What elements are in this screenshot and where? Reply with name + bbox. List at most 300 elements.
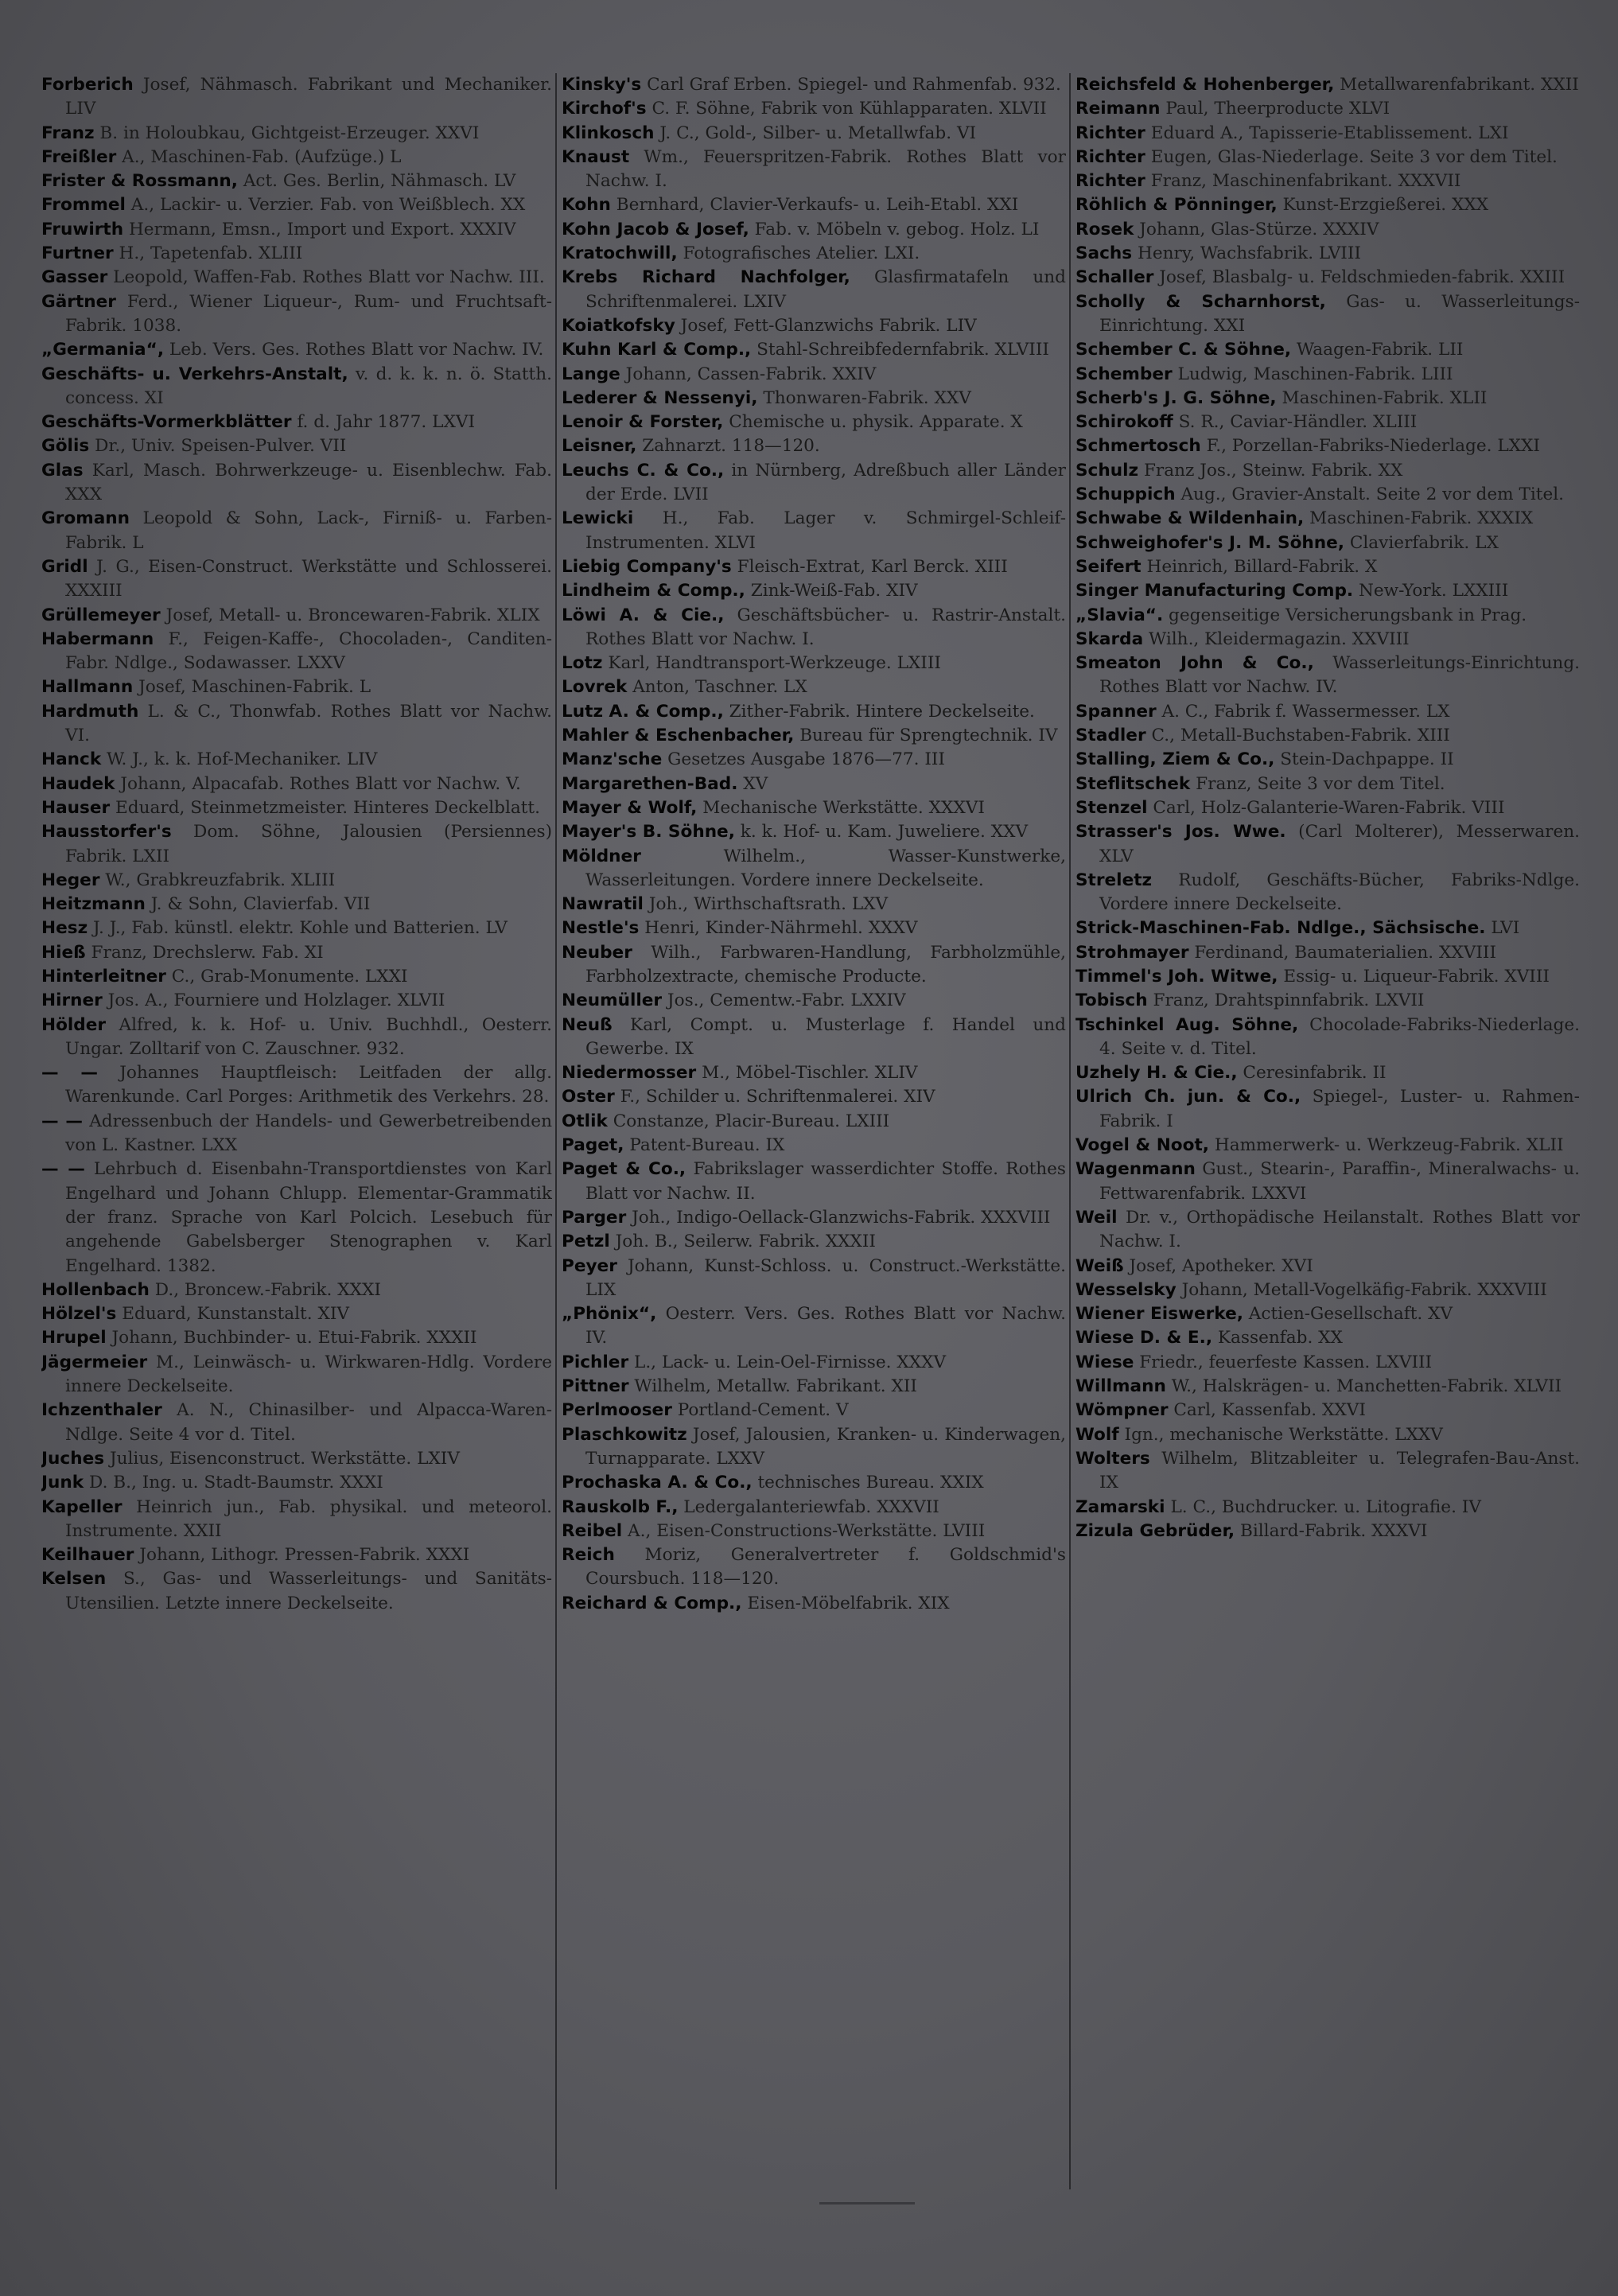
- entry-description: Ferdinand, Baumaterialien. XXVIII: [1188, 942, 1496, 963]
- directory-entry: [562, 1471, 1066, 1495]
- directory-entry: [41, 1278, 552, 1302]
- directory-entry: [562, 218, 1066, 242]
- directory-entry: [41, 146, 552, 169]
- column-3: [1069, 73, 1580, 2189]
- directory-entry: [41, 218, 552, 242]
- entry-description: (Carl Molterer), Messerwaren. XLV: [1099, 822, 1580, 866]
- entry-description: M., Leinwäsch- u. Wirkwaren-Hdlg. Vordere innere Deckelseite.: [65, 1352, 552, 1397]
- entry-name: Oster: [562, 1087, 615, 1107]
- entry-description: Johann, Metall-Vogelkäfig-Fabrik. XXXVIII: [1176, 1279, 1547, 1300]
- entry-name: Plaschkowitz: [562, 1424, 687, 1445]
- entry-name: „Phönix“,: [562, 1304, 657, 1325]
- entry-name: Furtner: [41, 243, 114, 264]
- entry-description: Johann, Alpacafab. Rothes Blatt vor Nachw. V.: [115, 773, 521, 794]
- directory-entry: [1075, 1085, 1580, 1134]
- entry-description: Maschinen-Fabrik. XLII: [1276, 387, 1488, 408]
- entry-name: Richter: [1075, 146, 1145, 167]
- entry-name: Keilhauer: [41, 1545, 134, 1566]
- entry-description: Franz, Drechslerw. Fab. XI: [85, 942, 324, 963]
- entry-description: Patent-Bureau. IX: [624, 1135, 785, 1156]
- entry-description: Thonwaren-Fabrik. XXV: [757, 387, 971, 408]
- entry-name: Heger: [41, 870, 100, 890]
- entry-name: Lutz A. & Comp.,: [562, 701, 724, 722]
- entry-description: Oesterr. Vers. Ges. Rothes Blatt vor Nachw. IV.: [585, 1304, 1066, 1348]
- directory-entry: [41, 193, 552, 217]
- entry-description: Moriz, Generalvertreter f. Goldschmid's Coursbuch. 118—120.: [585, 1545, 1066, 1590]
- directory-entry: [1075, 507, 1580, 531]
- entry-name: Paget,: [562, 1135, 624, 1156]
- entry-name: Lange: [562, 364, 620, 384]
- entry-name: Zamarski: [1075, 1496, 1165, 1517]
- entry-name: Tobisch: [1075, 990, 1148, 1011]
- entry-description: Dom. Söhne, Jalousien (Persiennes) Fabrik. LXII: [65, 822, 552, 866]
- entry-name: Perlmooser: [562, 1400, 672, 1421]
- entry-name: Hanck: [41, 749, 102, 770]
- entry-name: Glas: [41, 460, 84, 481]
- directory-entry: [41, 700, 552, 749]
- entry-name: Kuhn Karl & Comp.,: [562, 340, 752, 360]
- entry-name: Schmertosch: [1075, 436, 1201, 457]
- entry-description: Jos. A., Fourniere und Holzlager. XLVII: [102, 990, 445, 1011]
- entry-name: Ulrich Ch. jun. & Co.,: [1075, 1087, 1301, 1107]
- entry-name: Singer Manufacturing Comp.: [1075, 581, 1354, 601]
- entry-description: A., Eisen-Constructions-Werkstätte. LVIII: [622, 1520, 986, 1541]
- directory-entry: [41, 1471, 552, 1495]
- entry-name: Juches: [41, 1448, 105, 1469]
- entry-description: W., Halskrägen- u. Manchetten-Fabrik. XLVII: [1165, 1376, 1562, 1397]
- directory-entry: [41, 1543, 552, 1567]
- directory-entry: [1075, 363, 1580, 387]
- entry-description: Aug., Gravier-Anstalt. Seite 2 vor dem Titel.: [1175, 484, 1565, 505]
- entry-description: Adressenbuch der Handels- und Gewerbetreibenden von L. Kastner. LXX: [65, 1111, 552, 1156]
- entry-name: Timmel's Joh. Witwe,: [1075, 966, 1278, 987]
- directory-entry: [562, 363, 1066, 387]
- directory-entry: [1075, 1351, 1580, 1375]
- entry-description: L. & C., Thonwfab. Rothes Blatt vor Nachw. VI.: [65, 701, 552, 746]
- directory-entry: [1075, 1278, 1580, 1302]
- entry-description: Act. Ges. Berlin, Nähmasch. LV: [237, 171, 516, 192]
- directory-entry: [1075, 1399, 1580, 1422]
- entry-name: Jägermeier: [41, 1352, 148, 1372]
- directory-entry: [562, 989, 1066, 1013]
- directory-entry: [1075, 748, 1580, 772]
- entry-description: New-York. LXXIII: [1353, 581, 1509, 601]
- entry-name: Parger: [562, 1207, 627, 1228]
- entry-name: Forberich: [41, 75, 134, 95]
- entry-description: S., Gas- und Wasserleitungs- und Sanitäts-Utensilien. Letzte innere Deckelseite.: [65, 1569, 552, 1613]
- entry-description: Josef, Apotheker. XVI: [1123, 1255, 1313, 1276]
- entry-description: gegenseitige Versicherungsbank in Prag.: [1163, 605, 1527, 625]
- directory-entry: [562, 1206, 1066, 1230]
- directory-entry: [562, 411, 1066, 434]
- entry-name: Wolf: [1075, 1424, 1119, 1445]
- directory-entry: [562, 1230, 1066, 1254]
- directory-entry: [41, 338, 552, 362]
- directory-entry: [41, 604, 552, 628]
- entry-description: Franz Jos., Steinw. Fabrik. XX: [1138, 460, 1403, 481]
- entry-description: Jos., Cementw.-Fabr. LXXIV: [662, 990, 906, 1011]
- entry-description: Josef, Jalousien, Kranken- u. Kinderwagen, Turnapparate. LXXV: [585, 1424, 1066, 1469]
- directory-entry: [1075, 531, 1580, 555]
- entry-description: technisches Bureau. XXIX: [752, 1473, 984, 1493]
- directory-entry: [41, 434, 552, 458]
- entry-name: Rauskolb F.,: [562, 1496, 679, 1517]
- entry-name: Frister & Rossmann,: [41, 171, 238, 192]
- entry-description: Josef, Blasbalg- u. Feldschmieden-fabrik. XXIII: [1153, 267, 1565, 288]
- entry-name: Hrupel: [41, 1328, 107, 1348]
- entry-description: C., Metall-Buchstaben-Fabrik. XIII: [1145, 726, 1450, 746]
- entry-description: Carl, Kassenfab. XXVI: [1168, 1400, 1366, 1421]
- entry-name: Schember: [1075, 364, 1173, 384]
- bottom-rule: [819, 2202, 915, 2205]
- entry-name: Margarethen-Bad.: [562, 773, 738, 794]
- entry-description: A., Lackir- u. Verzier. Fab. von Weißblech. XX: [125, 195, 526, 216]
- entry-description: XV: [737, 773, 768, 794]
- entry-name: Mayer & Wolf,: [562, 797, 698, 818]
- entry-description: F., Feigen-Kaffe-, Chocoladen-, Canditen-Fabr. Ndlge., Sodawasser. LXXV: [65, 628, 552, 674]
- entry-name: Leisner,: [562, 436, 637, 457]
- entry-description: J. C., Gold-, Silber- u. Metallwfab. VI: [654, 123, 977, 143]
- directory-entry: [41, 772, 552, 796]
- entry-description: Fabrikslager wasserdichter Stoffe. Rothes Blatt vor Nachw. II.: [585, 1159, 1066, 1204]
- directory-entry: [562, 555, 1066, 579]
- directory-entry: [1075, 1447, 1580, 1496]
- entry-description: Fleisch-Extrat, Karl Berck. XIII: [731, 556, 1008, 577]
- directory-entry: [1075, 916, 1580, 940]
- entry-name: Scholly & Scharnhorst,: [1075, 291, 1326, 312]
- directory-entry: [41, 242, 552, 266]
- entry-description: Stein-Dachpappe. II: [1274, 749, 1454, 770]
- entry-name: Klinkosch: [562, 123, 655, 143]
- entry-name: Neuber: [562, 942, 632, 963]
- entry-description: Wilh., Kleidermagazin. XXVIII: [1143, 628, 1410, 649]
- directory-entry: [562, 1423, 1066, 1472]
- entry-name: Prochaska A. & Co.,: [562, 1473, 753, 1493]
- entry-description: Stahl-Schreibfedernfabrik. XLVIII: [751, 340, 1049, 360]
- directory-entry: [1075, 411, 1580, 434]
- directory-entry: [41, 1158, 552, 1278]
- directory-entry: [1075, 1134, 1580, 1158]
- entry-description: H., Tapetenfab. XLIII: [113, 243, 303, 264]
- entry-name: Kinsky's: [562, 75, 642, 95]
- directory-entry: [41, 1061, 552, 1110]
- entry-description: Johannes Hauptfleisch: Leitfaden der allg. Warenkunde. Carl Porges: Arithmetik des Verkehrs. 28.: [65, 1063, 552, 1107]
- entry-description: Wilhelm, Blitzableiter u. Telegrafen-Bau-Anst. IX: [1099, 1448, 1580, 1493]
- entry-description: C. F. Söhne, Fabrik von Kühlapparaten. XLVII: [646, 99, 1047, 119]
- entry-description: Zink-Weiß-Fab. XIV: [745, 581, 918, 601]
- directory-entry: [562, 941, 1066, 990]
- entry-name: Krebs Richard Nachfolger,: [562, 267, 850, 288]
- entry-name: Lenoir & Forster,: [562, 412, 724, 433]
- directory-entry: [562, 1061, 1066, 1085]
- entry-description: v. d. k. k. n. ö. Statth. concess. XI: [65, 364, 552, 408]
- directory-entry: [41, 1014, 552, 1062]
- entry-description: Anton, Taschner. LX: [627, 677, 807, 698]
- directory-entry: [41, 820, 552, 869]
- entry-description: Clavierfabrik. LX: [1344, 532, 1499, 553]
- directory-entry: [562, 1399, 1066, 1422]
- directory-entry: [562, 820, 1066, 844]
- entry-description: Joh. B., Seilerw. Fabrik. XXXII: [609, 1232, 876, 1252]
- entry-description: Dr., Univ. Speisen-Pulver. VII: [89, 436, 347, 457]
- entry-name: Grüllemeyer: [41, 605, 161, 625]
- entry-description: Hermann, Emsn., Import und Export. XXXIV: [123, 219, 516, 239]
- entry-name: Kohn: [562, 195, 611, 216]
- directory-entry: [562, 1543, 1066, 1592]
- entry-name: Wesselsky: [1075, 1279, 1177, 1300]
- entry-name: Haudek: [41, 773, 115, 794]
- directory-entry: [562, 266, 1066, 314]
- directory-entry: [41, 290, 552, 339]
- directory-entry: [1075, 965, 1580, 989]
- entry-description: Actien-Gesellschaft. XV: [1243, 1304, 1453, 1325]
- entry-description: Gesetzes Ausgabe 1876—77. III: [662, 749, 945, 770]
- directory-entry: [562, 1592, 1066, 1616]
- directory-entry: [1075, 1423, 1580, 1447]
- directory-entry: [1075, 97, 1580, 121]
- entry-name: Smeaton John & Co.,: [1075, 653, 1314, 674]
- directory-entry: [1075, 579, 1580, 603]
- entry-name: Nawratil: [562, 894, 644, 915]
- entry-description: Franz, Maschinenfabrikant. XXXVII: [1145, 171, 1461, 192]
- entry-name: Knaust: [562, 146, 630, 167]
- directory-entry: [562, 604, 1066, 652]
- entry-name: Geschäfts- u. Verkehrs-Anstalt,: [41, 364, 348, 384]
- entry-description: Hammerwerk- u. Werkzeug-Fabrik. XLII: [1209, 1135, 1564, 1156]
- directory-entry: [1075, 1158, 1580, 1206]
- directory-entry: [1075, 1326, 1580, 1350]
- directory-entry: [562, 507, 1066, 555]
- entry-description: Leopold, Waffen-Fab. Rothes Blatt vor Nachw. III.: [107, 267, 545, 288]
- entry-description: Paul, Theerproducte XLVI: [1160, 99, 1390, 119]
- entry-description: A. N., Chinasilber- und Alpacca-Waren-Ndlge. Seite 4 vor d. Titel.: [65, 1400, 552, 1445]
- entry-name: Lotz: [562, 653, 603, 674]
- entry-name: Geschäfts-Vormerkblätter: [41, 412, 292, 433]
- entry-name: Hallmann: [41, 677, 134, 698]
- entry-description: Carl, Holz-Galanterie-Waren-Fabrik. VIII: [1147, 797, 1505, 818]
- entry-description: Rudolf, Geschäfts-Bücher, Fabriks-Ndlge. Vordere innere Deckelseite.: [1099, 870, 1580, 915]
- entry-name: „Germania“,: [41, 340, 165, 360]
- directory-entry: [562, 893, 1066, 916]
- directory-entry: [41, 73, 552, 122]
- directory-entry: [1075, 628, 1580, 652]
- entry-name: Strohmayer: [1075, 942, 1189, 963]
- entry-name: Gölis: [41, 436, 90, 457]
- entry-name: Mayer's B. Söhne,: [562, 822, 735, 843]
- entry-name: Reich: [562, 1545, 615, 1566]
- entry-name: Schember C. & Söhne,: [1075, 340, 1292, 360]
- entry-description: Lehrbuch d. Eisenbahn-Transportdienstes von Karl Engelhard und Johann Chlupp. Elementar-Grammatik der franz. Sprache von Karl Polcich. Lesebuch für angehende Gabelsberger Stenographen v. Karl Engelhard. 1382.: [65, 1159, 552, 1276]
- directory-entry: [1075, 1061, 1580, 1085]
- entry-name: Freißler: [41, 146, 117, 167]
- directory-entry: [41, 411, 552, 434]
- directory-entry: [41, 169, 552, 193]
- entry-description: D. B., Ing. u. Stadt-Baumstr. XXXI: [84, 1473, 383, 1493]
- entry-name: Nestle's: [562, 918, 640, 939]
- directory-entry: [1075, 266, 1580, 290]
- entry-description: Johann, Lithogr. Pressen-Fabrik. XXXI: [134, 1545, 470, 1566]
- entry-description: Zither-Fabrik. Hintere Deckelseite.: [723, 701, 1035, 722]
- entry-name: Gromann: [41, 508, 130, 529]
- entry-description: Gust., Stearin-, Paraffin-, Mineralwachs- u. Fettwarenfabrik. LXXVI: [1099, 1159, 1580, 1204]
- entry-description: Josef, Metall- u. Broncewaren-Fabrik. XLIX: [160, 605, 540, 625]
- entry-name: Neumüller: [562, 990, 663, 1011]
- entry-name: Schaller: [1075, 267, 1154, 288]
- entry-name: Zizula Gebrüder,: [1075, 1520, 1235, 1541]
- entry-description: Wilhelm., Wasser-Kunstwerke, Wasserleitungen. Vordere innere Deckelseite.: [585, 846, 1066, 890]
- entry-description: A., Maschinen-Fab. (Aufzüge.) L: [116, 146, 402, 167]
- entry-name: Niedermosser: [562, 1063, 697, 1084]
- entry-description: Ferd., Wiener Liqueur-, Rum- und Fruchtsaft-Fabrik. 1038.: [65, 291, 552, 336]
- entry-description: W., Grabkreuzfabrik. XLIII: [99, 870, 336, 890]
- directory-entry: [1075, 483, 1580, 507]
- entry-name: Wagenmann: [1075, 1159, 1196, 1180]
- entry-description: Franz, Seite 3 vor dem Titel.: [1190, 773, 1445, 794]
- directory-entry: [41, 1110, 552, 1158]
- entry-description: Kassenfab. XX: [1212, 1328, 1343, 1348]
- entry-name: „Slavia“.: [1075, 605, 1164, 625]
- entry-name: Heitzmann: [41, 894, 146, 915]
- entry-name: Scherb's J. G. Söhne,: [1075, 387, 1277, 408]
- directory-entry: [41, 363, 552, 411]
- entry-description: J. G., Eisen-Construct. Werkstätte und Schlosserei. XXXIII: [65, 556, 552, 601]
- entry-description: D., Broncew.-Fabrik. XXXI: [149, 1279, 381, 1300]
- entry-name: Franz: [41, 123, 95, 143]
- directory-entry: [41, 941, 552, 965]
- entry-name: Wiener Eiswerke,: [1075, 1304, 1243, 1325]
- entry-name: Steflitschek: [1075, 773, 1191, 794]
- entry-name: Lewicki: [562, 508, 634, 529]
- entry-description: Essig- u. Liqueur-Fabrik. XVIII: [1278, 966, 1550, 987]
- entry-description: Billard-Fabrik. XXXVI: [1235, 1520, 1428, 1541]
- entry-name: Leuchs C. & Co.,: [562, 460, 725, 481]
- directory-entry: [562, 652, 1066, 675]
- entry-description: Spiegel-, Luster- u. Rahmen-Fabrik. I: [1099, 1087, 1580, 1131]
- directory-entry: [562, 748, 1066, 772]
- entry-description: LVI: [1485, 918, 1520, 939]
- entry-name: Schwabe & Wildenhain,: [1075, 508, 1305, 529]
- entry-description: Karl, Compt. u. Musterlage f. Handel und Gewerbe. IX: [585, 1014, 1066, 1059]
- entry-name: Wiese D. & E.,: [1075, 1328, 1213, 1348]
- entry-description: Fotografisches Atelier. LXI.: [677, 243, 920, 264]
- index-columns: [41, 73, 1580, 2189]
- directory-entry: [562, 338, 1066, 362]
- entry-description: L. C., Buchdrucker. u. Litografie. IV: [1165, 1496, 1481, 1517]
- entry-name: Reichsfeld & Hohenberger,: [1075, 75, 1335, 95]
- directory-entry: [41, 796, 552, 820]
- entry-name: Hieß: [41, 942, 86, 963]
- entry-name: Ichzenthaler: [41, 1400, 162, 1421]
- entry-description: H., Fab. Lager v. Schmirgel-Schleif-Instrumenten. XLVI: [585, 508, 1066, 553]
- entry-name: Reibel: [562, 1520, 623, 1541]
- directory-entry: [1075, 434, 1580, 458]
- entry-name: — —: [41, 1063, 99, 1084]
- directory-entry: [562, 845, 1066, 893]
- entry-name: Mahler & Eschenbacher,: [562, 726, 795, 746]
- entry-description: Bureau für Sprengtechnik. IV: [794, 726, 1058, 746]
- entry-description: Wilh., Farbwaren-Handlung, Farbholzmühle, Farbholzextracte, chemische Producte.: [585, 942, 1066, 987]
- entry-name: Habermann: [41, 628, 154, 649]
- entry-name: Willmann: [1075, 1376, 1166, 1397]
- entry-name: Hollenbach: [41, 1279, 150, 1300]
- entry-name: Paget & Co.,: [562, 1159, 686, 1180]
- entry-description: Johann, Glas-Stürze. XXXIV: [1134, 219, 1379, 239]
- directory-entry: [562, 1255, 1066, 1303]
- directory-entry: [41, 916, 552, 940]
- directory-entry: [562, 1110, 1066, 1134]
- directory-entry: [41, 628, 552, 676]
- directory-entry: [41, 989, 552, 1013]
- entry-description: F., Schilder u. Schriftenmalerei. XIV: [614, 1087, 935, 1107]
- entry-description: Johann, Kunst-Schloss. u. Construct.-Werkstätte. LIX: [585, 1255, 1066, 1300]
- entry-name: Kohn Jacob & Josef,: [562, 219, 749, 239]
- directory-entry: [41, 507, 552, 555]
- entry-description: Joh., Indigo-Oellack-Glanzwichs-Fabrik. XXXVIII: [626, 1207, 1051, 1228]
- entry-description: Heinrich jun., Fab. physikal. und meteorol. Instrumente. XXII: [65, 1496, 552, 1541]
- column-2: [555, 73, 1066, 2189]
- entry-description: Wasserleitungs-Einrichtung. Rothes Blatt vor Nachw. IV.: [1099, 653, 1580, 698]
- entry-description: F., Porzellan-Fabriks-Niederlage. LXXI: [1200, 436, 1540, 457]
- directory-entry: [1075, 604, 1580, 628]
- entry-description: W. J., k. k. Hof-Mechaniker. LIV: [101, 749, 378, 770]
- entry-name: Gasser: [41, 267, 108, 288]
- entry-description: Josef, Maschinen-Fabrik. L: [133, 677, 371, 698]
- entry-name: Reimann: [1075, 99, 1161, 119]
- entry-name: Richter: [1075, 123, 1145, 143]
- entry-description: Johann, Buchbinder- u. Etui-Fabrik. XXXII: [106, 1328, 477, 1348]
- entry-description: Ceresinfabrik. II: [1237, 1063, 1387, 1084]
- directory-entry: [41, 893, 552, 916]
- entry-description: Maschinen-Fabrik. XXXIX: [1304, 508, 1534, 529]
- directory-entry: [41, 1326, 552, 1350]
- entry-description: Chemische u. physik. Apparate. X: [723, 412, 1023, 433]
- entry-name: Weil: [1075, 1207, 1118, 1228]
- directory-entry: [562, 387, 1066, 411]
- directory-entry: [1075, 1520, 1580, 1543]
- directory-entry: [41, 1567, 552, 1616]
- entry-name: Kirchof's: [562, 99, 647, 119]
- directory-entry: [562, 73, 1066, 97]
- directory-entry: [41, 1447, 552, 1471]
- entry-description: Wm., Feuerspritzen-Fabrik. Rothes Blatt vor Nachw. I.: [585, 146, 1066, 192]
- entry-description: Wilhelm, Metallw. Fabrikant. XII: [628, 1376, 917, 1397]
- entry-description: Heinrich, Billard-Fabrik. X: [1141, 556, 1378, 577]
- column-1: [41, 73, 552, 2189]
- directory-entry: [1075, 459, 1580, 483]
- entry-name: Stadler: [1075, 726, 1146, 746]
- directory-entry: [41, 1302, 552, 1326]
- directory-entry: [1075, 724, 1580, 748]
- directory-entry: [1075, 700, 1580, 724]
- entry-name: Schuppich: [1075, 484, 1176, 505]
- entry-description: Ludwig, Maschinen-Fabrik. LIII: [1172, 364, 1453, 384]
- directory-entry: [41, 748, 552, 772]
- directory-entry: [562, 459, 1066, 508]
- directory-entry: [41, 1351, 552, 1399]
- entry-name: — —: [41, 1159, 85, 1180]
- entry-name: Stenzel: [1075, 797, 1148, 818]
- directory-entry: [1075, 1255, 1580, 1278]
- entry-description: L., Lack- u. Lein-Oel-Firnisse. XXXV: [628, 1352, 947, 1372]
- entry-name: Lovrek: [562, 677, 628, 698]
- entry-name: Spanner: [1075, 701, 1157, 722]
- entry-name: Uzhely H. & Cie.,: [1075, 1063, 1238, 1084]
- directory-entry: [41, 1399, 552, 1447]
- entry-description: in Nürnberg, Adreßbuch aller Länder der Erde. LVII: [585, 460, 1066, 505]
- entry-name: Pichler: [562, 1352, 629, 1372]
- directory-entry: [1075, 1375, 1580, 1399]
- directory-entry: [1075, 1014, 1580, 1062]
